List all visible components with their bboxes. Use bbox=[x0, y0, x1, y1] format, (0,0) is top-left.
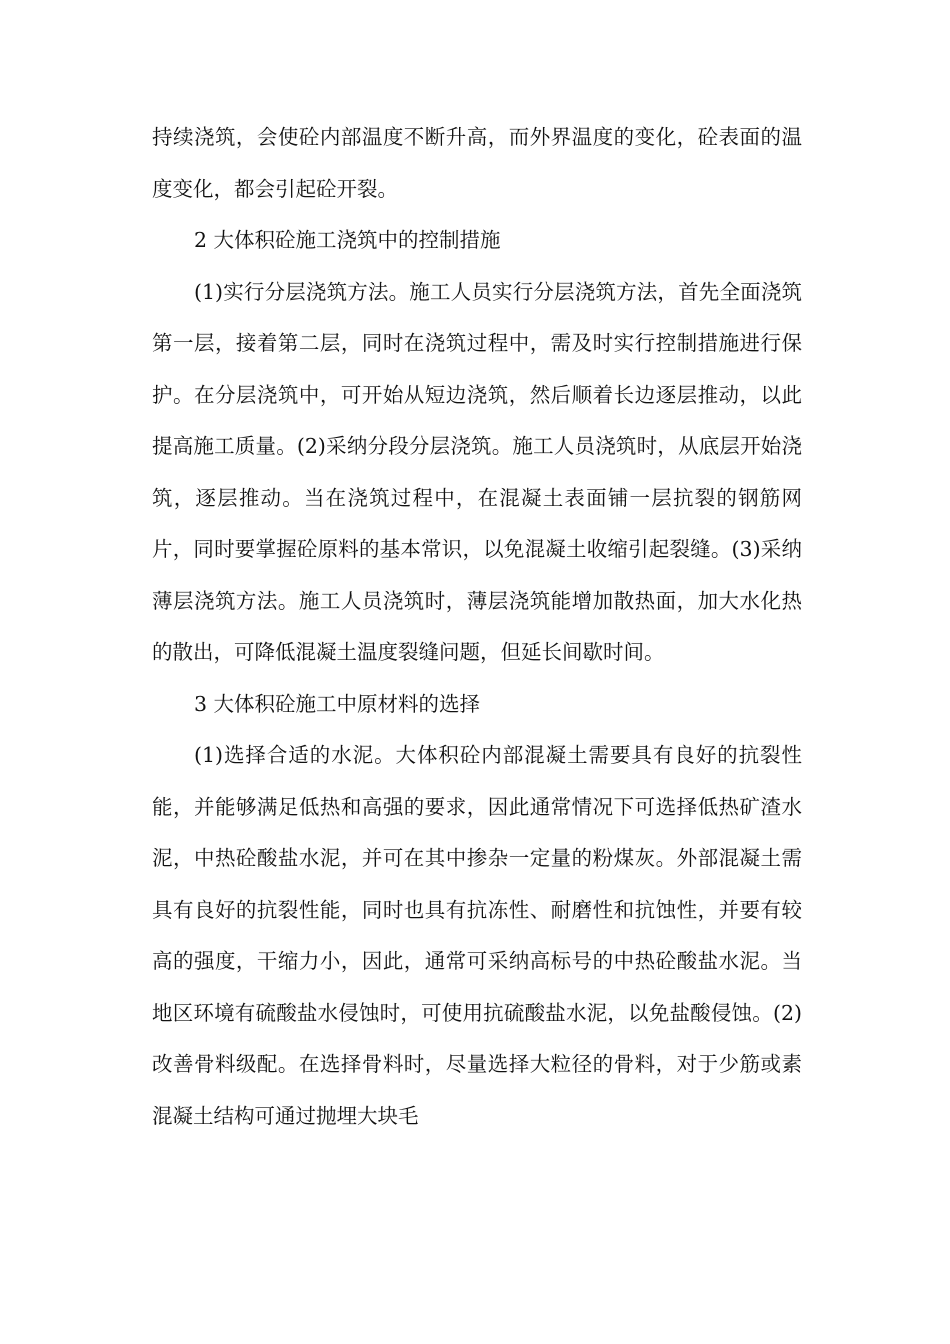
paragraph-pouring-methods: (1)实行分层浇筑方法。施工人员实行分层浇筑方法，首先全面浇筑第一层，接着第二层，同时在浇筑过程中，需及时实行控制措施进行保护。在分层浇筑中，可开始从短边浇筑，然后顺着长边逐层推动，以此提高施工质量。(2)采纳分段分层浇筑。施工人员浇筑时，从底层开始浇筑，逐层推动。当在浇筑过程中，在混凝土表面铺一层抗裂的钢筋网片，同时要掌握砼原料的基本常识，以免混凝土收缩引起裂缝。(3)采纳薄层浇筑方法。施工人员浇筑时，薄层浇筑能增加散热面，加大水化热的散出，可降低混凝土温度裂缝问题，但延长间歇时间。 bbox=[152, 279, 802, 664]
paragraph-material-selection: (1)选择合适的水泥。大体积砼内部混凝土需要具有良好的抗裂性能，并能够满足低热和高强的要求，因此通常情况下可选择低热矿渣水泥，中热砼酸盐水泥，并可在其中掺杂一定量的粉煤灰。外部混凝土需具有良好的抗裂性能，同时也具有抗冻性、耐磨性和抗蚀性，并要有较高的强度，干缩力小，因此，通常可采纳高标号的中热砼酸盐水泥。当地区环境有硫酸盐水侵蚀时，可使用抗硫酸盐水泥，以免盐酸侵蚀。(2)改善骨料级配。在选择骨料时，尽量选择大粒径的骨料，对于少筋或素混凝土结构可通过抛埋大块毛 bbox=[152, 743, 802, 1128]
document-body bbox=[152, 112, 802, 1142]
section-heading-2: 2 大体积砼施工浇筑中的控制措施 bbox=[194, 228, 501, 252]
section-heading-3: 3 大体积砼施工中原材料的选择 bbox=[194, 691, 481, 716]
paragraph-continuation: 持续浇筑，会使砼内部温度不断升高，而外界温度的变化，砼表面的温度变化，都会引起砼开裂。 bbox=[152, 125, 802, 201]
